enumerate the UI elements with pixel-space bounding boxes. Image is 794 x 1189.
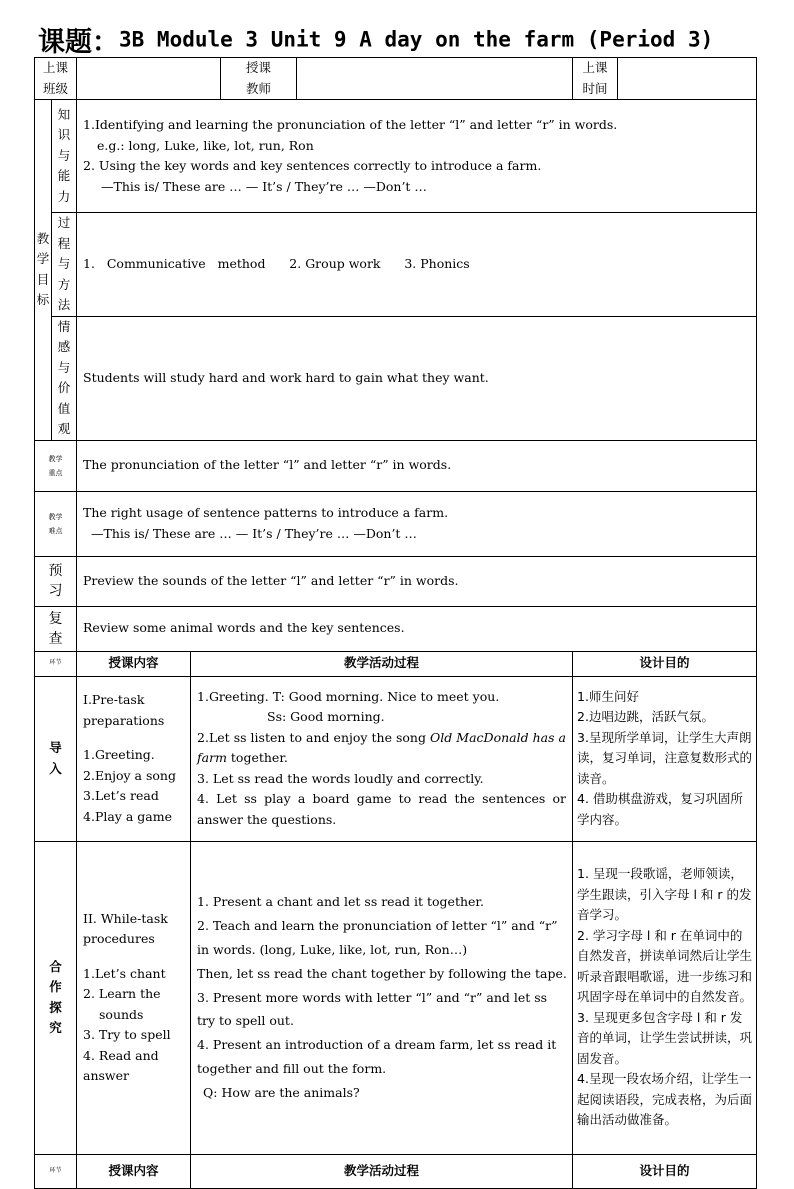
process-header-2: 教学活动过程 (191, 1154, 573, 1188)
time-value (618, 58, 757, 100)
class-value (77, 58, 221, 100)
step-header: 环节 (35, 651, 77, 676)
emotion-row (35, 316, 757, 440)
preview-text: Preview the sounds of the letter “l” and letter “r” in words. (77, 556, 757, 606)
content-header: 授课内容 (77, 651, 191, 676)
review-row (35, 606, 757, 651)
while-task-label: 合 作 探 究 (35, 841, 77, 1154)
while-task-process: 1. Present a chant and let ss read it together. 2. Teach and learn the pronunciation of letter “l” and “r” in words. (long, Luke, like, lot, run, Ron…) Then, let ss read the chant together by following the tape. 3. Present more words with letter “l” and “r” and let ss try to spell out. 4. Present an introduction of a dream farm, let ss read it together and fill out the form. Q: How are the animals? (191, 841, 573, 1154)
lead-in-content: I.Pre-task preparations 1.Greeting. 2.Enjoy a song 3.Let’s read 4.Play a game (77, 676, 191, 841)
song-title: Old MacDonald has a farm (197, 729, 567, 766)
key-point-text: The pronunciation of the letter “l” and letter “r” in words. (77, 440, 757, 491)
objectives-label: 教 学 目 标 (35, 100, 52, 441)
method-row (35, 213, 757, 317)
teacher-value (297, 58, 573, 100)
purpose-header: 设计目的 (573, 651, 757, 676)
column-header-row-2 (35, 1154, 757, 1188)
emotion-label: 情 感 与 价 值 观 (52, 316, 77, 440)
emotion-text: Students will study hard and work hard to gain what they want. (77, 316, 757, 440)
lesson-plan-table (34, 57, 757, 1189)
key-point-label: 教学 重点 (35, 440, 77, 491)
header-row (35, 58, 757, 100)
purpose-header-2: 设计目的 (573, 1154, 757, 1188)
time-label: 上课 时间 (573, 58, 618, 100)
while-task-row (35, 841, 757, 1154)
review-label: 复 查 (35, 606, 77, 651)
column-header-row (35, 651, 757, 676)
method-label: 过 程 与 方 法 (52, 213, 77, 317)
key-point-row (35, 440, 757, 491)
lead-in-process: 1.Greeting. T: Good morning. Nice to meet you. Ss: Good morning. 2.Let ss listen to and enjoy the song Old MacDonald has a farm together. 3. Let ss read the words loudly and correctly. 4. Let ss play a board game to read the sentences or answer the questions. (191, 676, 573, 841)
review-text: Review some animal words and the key sentences. (77, 606, 757, 651)
while-task-purpose: 1. 呈现一段歌谣，老师领读，学生跟读，引入字母 l 和 r 的发音学习。 2. 学习字母 l 和 r 在单词中的自然发音，拼读单词然后让学生听录音跟唱歌谣，进一步练习和巩固字母在单词中的自然发音。 3. 呈现更多包含字母 l 和 r 发音的单词，让学生尝试拼读，巩固发音。 4.呈现一段农场介绍，让学生一起阅读语段，完成表格，为后面输出活动做准备。 (573, 841, 757, 1154)
title-prefix: 课题： (38, 27, 119, 58)
teacher-label: 授课 教师 (221, 58, 297, 100)
knowledge-text: 1.Identifying and learning the pronunciation of the letter “l” and letter “r” in words. e.g.: long, Luke, like, lot, run, Ron 2. Using the key words and key sentences correctly to introduce a farm. —This is/ These are … — It’s / They’re … —Don’t … (77, 100, 757, 213)
difficult-point-row (35, 491, 757, 556)
knowledge-label: 知 识 与 能 力 (52, 100, 77, 213)
class-label: 上课 班级 (35, 58, 77, 100)
lead-in-purpose: 1.师生问好 2.边唱边跳，活跃气氛。 3.呈现所学单词，让学生大声朗读，复习单词，注意复数形式的读音。 4. 借助棋盘游戏，复习巩固所学内容。 (573, 676, 757, 841)
lead-in-label: 导 入 (35, 676, 77, 841)
preview-row (35, 556, 757, 606)
while-task-content: II. While-task procedures 1.Let’s chant 2. Learn the sounds 3. Try to spell 4. Read and answer (77, 841, 191, 1154)
difficult-point-text: The right usage of sentence patterns to introduce a farm. —This is/ These are … — It’s / They’re … —Don’t … (77, 491, 757, 556)
preview-label: 预 习 (35, 556, 77, 606)
knowledge-row (35, 100, 757, 213)
difficult-point-label: 教学 难点 (35, 491, 77, 556)
lead-in-row (35, 676, 757, 841)
title-text: 3B Module 3 Unit 9 A day on the farm (Period 3) (119, 27, 714, 52)
process-header: 教学活动过程 (191, 651, 573, 676)
content-header-2: 授课内容 (77, 1154, 191, 1188)
method-text: 1. Communicative method 2. Group work 3. Phonics (77, 213, 757, 317)
lesson-title (38, 20, 713, 56)
step-header-2: 环节 (35, 1154, 77, 1188)
